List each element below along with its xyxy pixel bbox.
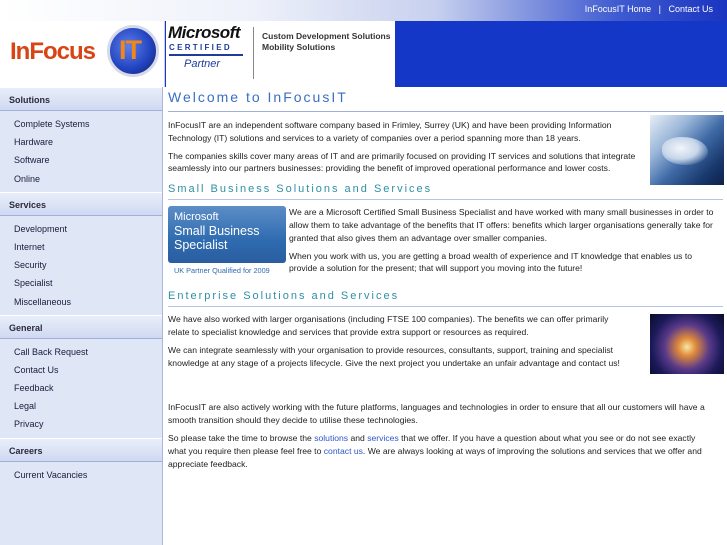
header-banner [0,21,727,87]
small-business-divider [168,199,723,200]
competency-mobility: Mobility Solutions [262,42,336,52]
sidebar-item-call-back-request[interactable]: Call Back Request [14,346,89,357]
enterprise-paragraph-2: We can integrate seamlessly with your organisation to provide resources, consultants, support, training and specialist knowledge at any stage of a projects lifecycle. Give the next project you undertake an unfair advantage and contact us! [168,344,620,368]
partner-rule [169,54,243,56]
sidebar-item-security[interactable]: Security [14,260,47,271]
home-link[interactable]: InFocusIT Home [584,4,652,14]
title-divider [168,111,723,112]
sidebar-item-hardware[interactable]: Hardware [14,137,54,148]
enterprise-block [168,313,723,369]
top-navigation [585,4,713,14]
certified-label: CERTIFIED [169,43,243,53]
sidebar-item-specialist[interactable]: Specialist [14,278,53,289]
enterprise-divider [168,306,723,307]
future-platforms-paragraph: InFocusIT are also actively working with the future platforms, languages and technologies in order to ensure that all our customers will have a smooth transition should they decide to utilise these technologies. [168,402,705,426]
competency-list [262,31,390,53]
contact-us-inline-link[interactable]: contact us [323,445,363,456]
top-strip [0,0,727,21]
logo-text: InFocus [10,38,96,65]
competency-custom-development: Custom Development Solutions [262,31,391,41]
badge-divider [253,27,254,79]
sidebar-item-online[interactable]: Online [14,173,41,184]
sbs-qualified-label: UK Partner Qualified for 2009 [174,266,270,276]
sidebar-item-legal[interactable]: Legal [14,401,37,412]
sidebar-item-internet[interactable]: Internet [14,241,45,252]
partner-label: Partner [184,58,221,70]
logo-it-text: IT [119,35,141,65]
sidebar-item-current-vacancies[interactable]: Current Vacancies [14,469,88,480]
enterprise-heading: Enterprise Solutions and Services [168,290,400,303]
enterprise-paragraph-1: We have also worked with larger organisations (including FTSE 100 companies). The benefits we can offer primarily relate to specialist knowledge and services that provide extra support or resources as required. [168,314,609,337]
sidebar-item-development[interactable]: Development [14,223,68,234]
small-business-paragraph-2: When you work with us, you are getting a broad wealth of experience and IT knowledge that enables us to provide a solution for the present; that will support you moving into the future! [289,250,693,274]
sidebar-item-complete-systems[interactable]: Complete Systems [14,119,90,129]
small-business-specialist-badge [168,206,286,278]
sidebar-section-solutions: Solutions [0,87,162,111]
site-logo[interactable] [0,21,165,87]
sbs-microsoft-label: Microsoft [174,211,219,224]
sidebar-item-feedback[interactable]: Feedback [14,383,54,394]
sidebar-item-miscellaneous[interactable]: Miscellaneous [14,296,72,307]
main-content [168,87,723,470]
sidebar-nav [0,87,163,545]
sidebar-item-contact-us[interactable]: Contact Us [14,364,59,375]
sidebar-section-services: Services [0,192,162,216]
browse-text-start: So please take the time to browse the [168,432,315,443]
small-business-block [168,206,723,286]
intro-paragraph-1: InFocusIT are an independent software company based in Frimley, Surrey (UK) and have been providing Information Technology (IT) solutions and services to a variety of companies over a period spanning more than 18 years. [168,120,612,143]
solutions-link[interactable]: solutions [314,432,349,443]
small-business-heading: Small Business Solutions and Services [168,183,433,196]
microsoft-certified-partner-badge [166,21,395,87]
fibre-optic-image [650,314,724,374]
intro-paragraph-2: The companies skills cover many areas of IT and are primarily focused on providing IT services and solutions that integrate seamlessly into our partners businesses: providing the benefit of improved operational performance and lower costs. [168,150,636,174]
browse-paragraph [168,432,713,470]
hand-technology-image [650,115,724,185]
logo-globe-icon [107,25,159,77]
sidebar-item-software[interactable]: Software [14,155,50,166]
browse-text-end: . We are always looking at ways of improving the solutions and services that we offer and appreciate feedback. [168,445,702,469]
sbs-specialist-label: Specialist [174,238,228,253]
browse-text-middle: that we offer. If you have a question about what you see or do not see exactly what you require then please feel free to [168,432,696,456]
browse-text-and: and [348,432,368,443]
sidebar-section-careers: Careers [0,438,162,462]
sidebar-item-privacy[interactable]: Privacy [14,419,44,430]
page-title: Welcome to InFocusIT [168,89,348,105]
services-link[interactable]: services [367,432,399,443]
small-business-paragraph-1: We are a Microsoft Certified Small Business Specialist and have worked with many small businesses in order to allow them to take advantage of the benefits that IT offers: benefits which larger organisations generally take for granted that also gives them an advantage over smaller companies. [289,207,714,243]
sbs-small-business-label: Small Business [174,224,260,239]
contact-us-link[interactable]: Contact Us [668,4,713,14]
microsoft-wordmark: Microsoft [168,23,240,42]
sidebar-section-general: General [0,315,162,339]
nav-separator: | [658,4,661,14]
